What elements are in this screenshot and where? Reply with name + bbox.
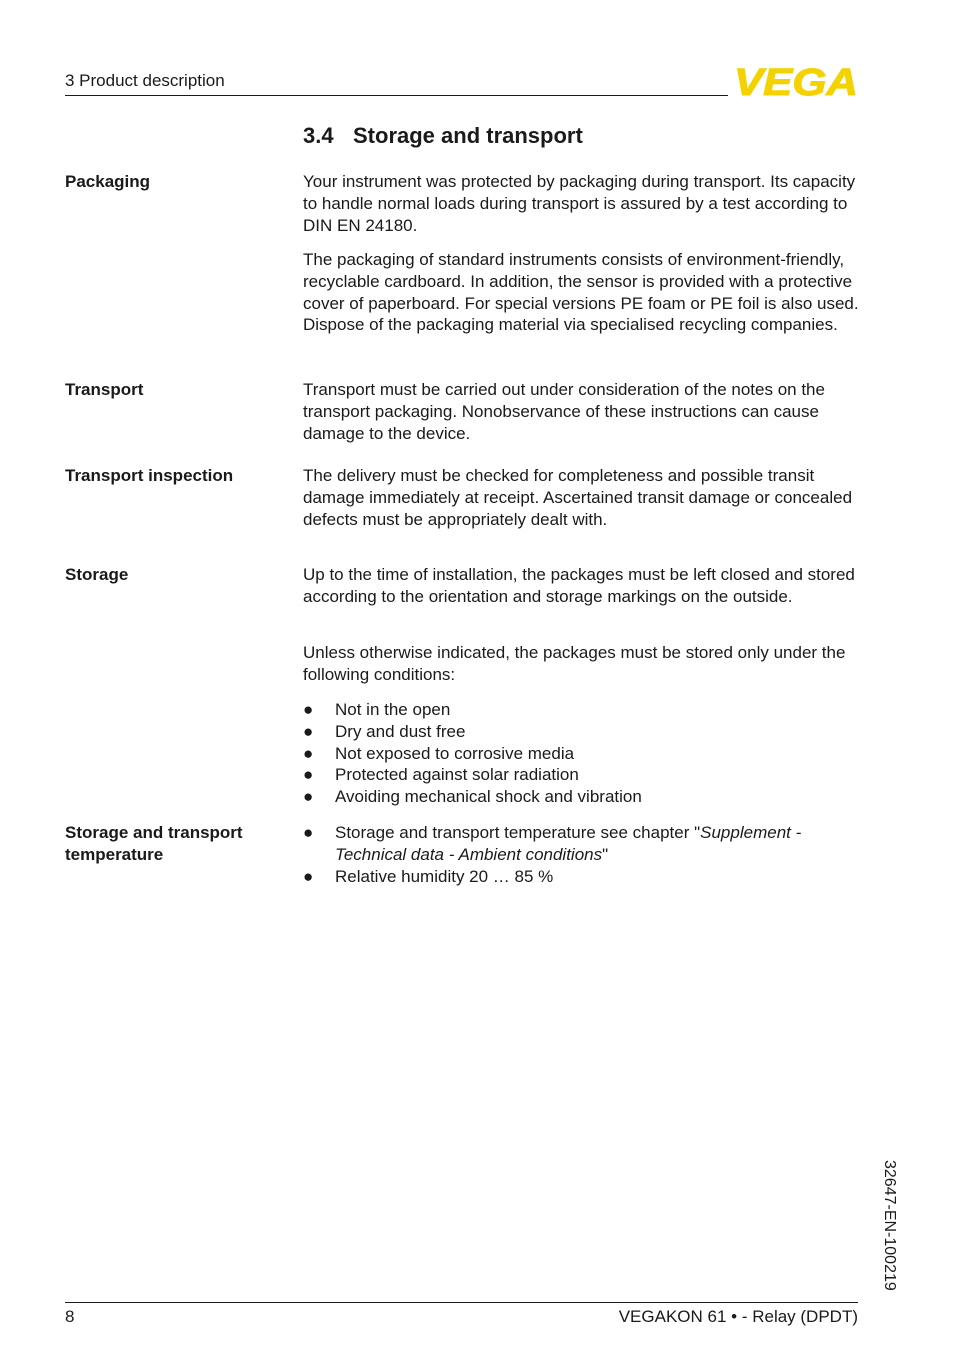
storage-paragraph-1: Up to the time of installation, the packages must be left closed and stored according to the orientation and storage markings on the outside.: [303, 565, 855, 606]
packaging-paragraph-1: Your instrument was protected by packaging during transport. Its capacity to handle normal loads during transport is assured by a test according to DIN EN 24180.: [303, 172, 856, 235]
list-item: ● Not exposed to corrosive media: [303, 743, 575, 763]
footer-rule: [65, 1302, 858, 1303]
transport-inspection-paragraph: The delivery must be checked for completeness and possible transit damage immediately at receipt. Ascertained transit damage or concealed defects must be appropriately dealt with.: [303, 466, 853, 529]
temperature-list: [303, 822, 861, 887]
label-packaging: Packaging: [65, 172, 151, 191]
list-item: ● Storage and transport temperature see chapter "Supplement - Technical data - Ambient conditions": [303, 823, 802, 864]
section-title-text: Storage and transport: [353, 123, 583, 148]
header-rule: [65, 95, 728, 96]
bullet-icon: ●: [303, 866, 314, 886]
label-storage: Storage: [65, 565, 129, 584]
svg-text:VEGA: VEGA: [734, 64, 858, 98]
section-number: 3.4: [303, 123, 334, 148]
vega-logo: [733, 64, 859, 98]
bullet-icon: ●: [303, 700, 314, 719]
packaging-paragraph-2: The packaging of standard instruments consists of environment-friendly, recyclable cardboard. In addition, the sensor is provided with a protective cover of paperboard. For special versions PE foam or PE foil is also used. Dispose of the packaging material via specialised recycling companies.: [303, 250, 859, 335]
document-number: 32647-EN-100219: [881, 1160, 898, 1291]
page-number: 8: [65, 1307, 75, 1326]
list-item: ● Dry and dust free: [303, 721, 466, 741]
label-storage-transport-temperature: Storage and transport temperature: [65, 823, 243, 864]
bullet-icon: ●: [303, 743, 314, 763]
list-item: ● Protected against solar radiation: [303, 765, 579, 785]
bullet-icon: ●: [303, 765, 314, 785]
chapter-reference: Supplement - Technical data - Ambient conditions: [335, 823, 802, 864]
bullet-icon: ●: [303, 787, 314, 807]
transport-paragraph: Transport must be carried out under consideration of the notes on the transport packaging. Nonobservance of these instructions can cause damage to the device.: [303, 380, 825, 443]
section-title: [303, 123, 583, 149]
list-item: ● Not in the open: [303, 700, 451, 719]
label-transport-inspection: Transport inspection: [65, 466, 234, 485]
running-header: 3 Product description: [65, 71, 225, 90]
storage-paragraph-2: Unless otherwise indicated, the packages must be stored only under the following conditions:: [303, 643, 846, 684]
footer-product-title: VEGAKON 61 • - Relay (DPDT): [618, 1307, 858, 1326]
label-transport: Transport: [65, 380, 144, 399]
list-item: ● Avoiding mechanical shock and vibration: [303, 787, 642, 807]
bullet-icon: ●: [303, 823, 314, 842]
bullet-icon: ●: [303, 721, 314, 741]
list-item: ● Relative humidity 20 … 85 %: [303, 866, 554, 886]
storage-conditions-list: [303, 699, 861, 808]
